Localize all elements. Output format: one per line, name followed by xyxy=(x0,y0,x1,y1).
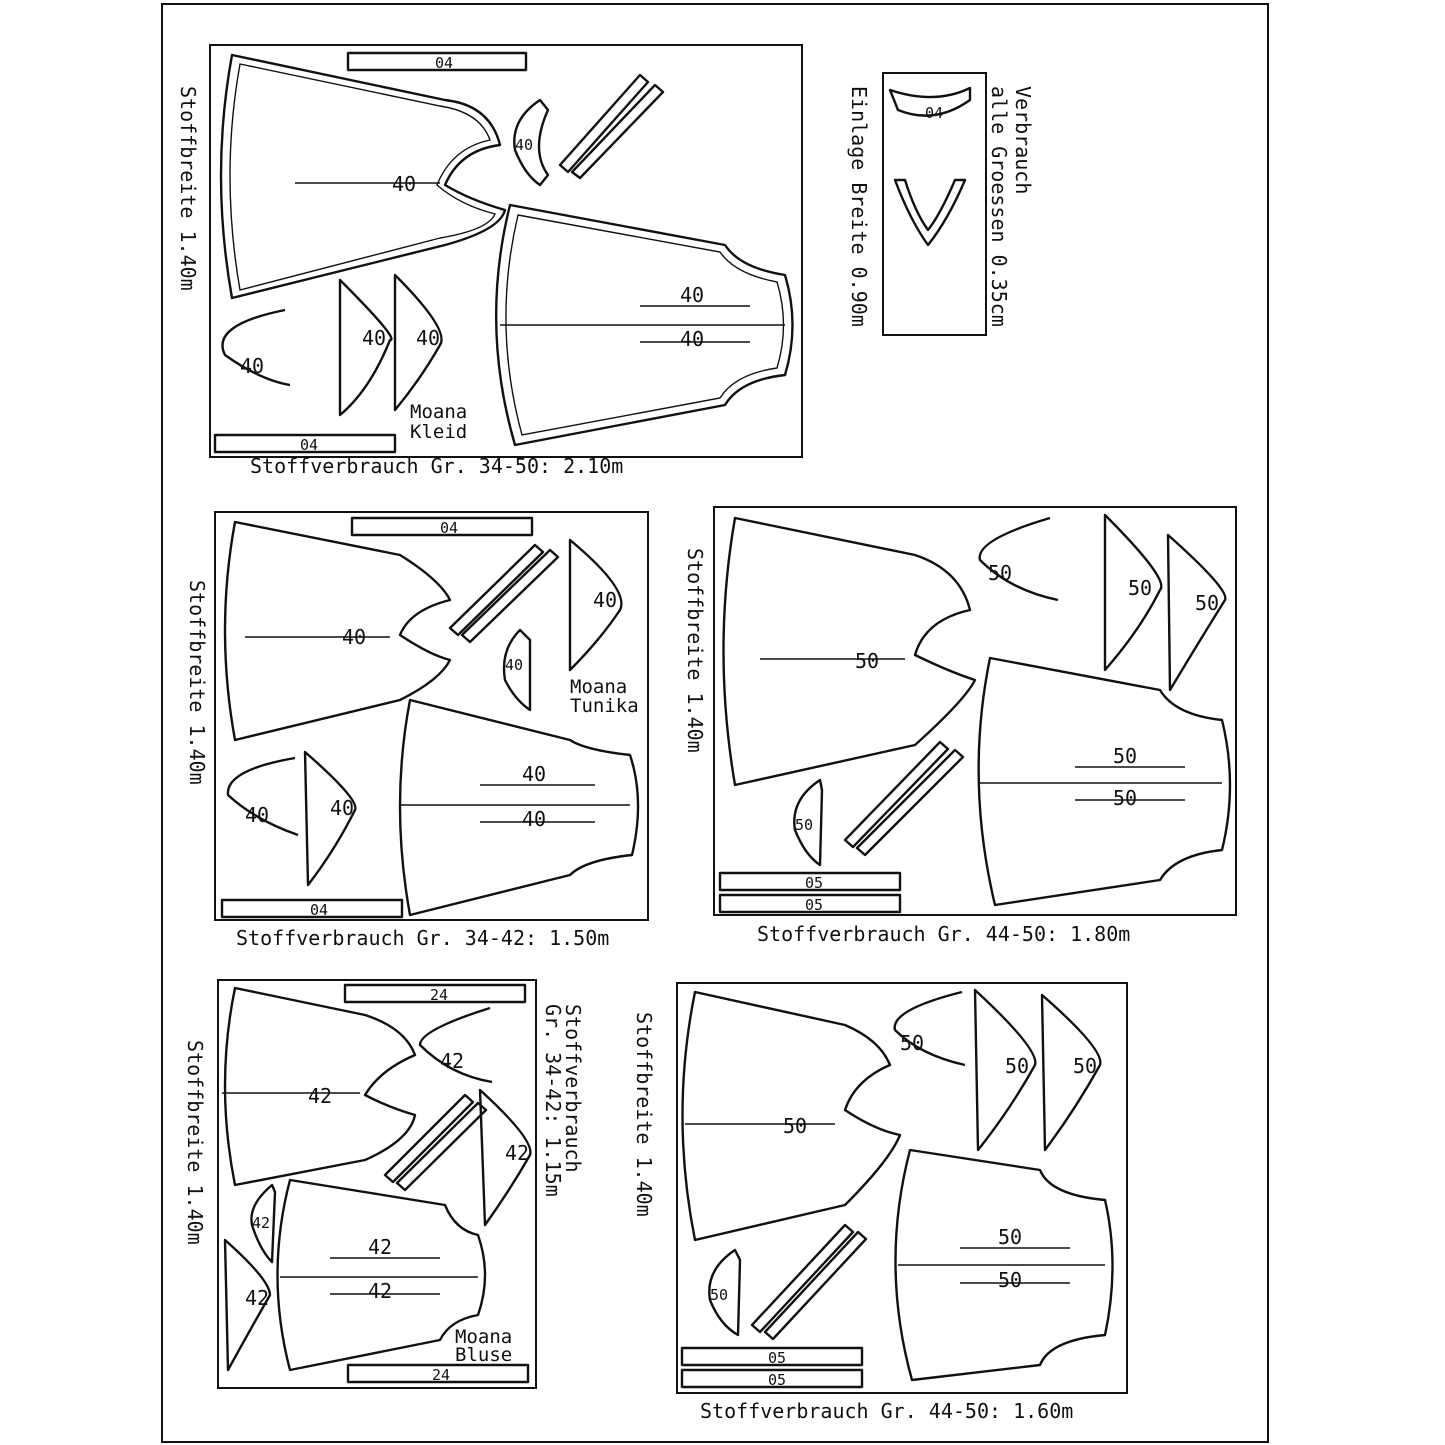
piece-size-label: 40 xyxy=(522,807,547,831)
fabric-usage-caption: Stoffverbrauch Gr. 34-42: 1.50m xyxy=(236,926,610,950)
piece-size-label: 42 xyxy=(252,1214,271,1232)
strip-size-label: 05 xyxy=(805,896,824,914)
einlage-line3: Einlage Breite 0.90m xyxy=(847,86,871,327)
neck-facing-piece xyxy=(980,518,1058,600)
piece-size-label: 04 xyxy=(925,104,944,122)
piece-size-label: 40 xyxy=(522,762,547,786)
model-type: Bluse xyxy=(455,1344,513,1366)
strip-size-label: 05 xyxy=(805,874,824,892)
piece-size-label: 50 xyxy=(1005,1054,1030,1078)
usage-line1: Stoffverbrauch xyxy=(561,1004,585,1173)
strip-size-label: 04 xyxy=(440,519,459,537)
fabric-width-label: Stoffbreite 1.40m xyxy=(176,86,200,291)
piece-size-label: 40 xyxy=(240,354,265,378)
piece-size-label: 42 xyxy=(368,1235,393,1259)
piece-size-label: 40 xyxy=(416,326,441,350)
fabric-width-label: Stoffbreite 1.40m xyxy=(632,1012,656,1217)
strip-size-label: 24 xyxy=(430,986,449,1004)
piece-size-label: 42 xyxy=(308,1084,333,1108)
model-name: Moana xyxy=(410,401,468,423)
usage-line2: Gr. 34-42: 1.15m xyxy=(541,1004,565,1197)
strip-size-label: 04 xyxy=(435,54,454,72)
diagonal-strips xyxy=(450,545,558,642)
fabric-usage-caption: Stoffverbrauch Gr. 34-50: 2.10m xyxy=(250,454,624,478)
piece-size-label: 40 xyxy=(362,326,387,350)
piece-size-label: 40 xyxy=(330,796,355,820)
panel-einlage xyxy=(847,73,1035,335)
piece-size-label: 40 xyxy=(245,803,270,827)
diagonal-strips xyxy=(752,1225,866,1339)
piece-size-label: 50 xyxy=(998,1268,1023,1292)
strip-size-label: 04 xyxy=(310,901,329,919)
piece-size-label: 50 xyxy=(1128,576,1153,600)
panel-bluse-large xyxy=(632,983,1127,1423)
strip-size-label: 24 xyxy=(432,1366,451,1384)
diagonal-strips xyxy=(560,75,663,178)
v-neck-facing-piece xyxy=(895,180,965,245)
piece-size-label: 40 xyxy=(680,327,705,351)
strip-size-label: 04 xyxy=(300,436,319,454)
piece-size-label: 50 xyxy=(1113,786,1138,810)
piece-size-label: 50 xyxy=(1073,1054,1098,1078)
piece-size-label: 40 xyxy=(392,172,417,196)
fabric-width-label: Stoffbreite 1.40m xyxy=(183,1040,207,1245)
fabric-width-label: Stoffbreite 1.40m xyxy=(683,548,707,753)
einlage-line2: alle Groessen 0.35cm xyxy=(987,86,1011,327)
model-name: Moana xyxy=(570,676,628,698)
piece-size-label: 50 xyxy=(1113,744,1138,768)
strip-size-label: 05 xyxy=(768,1349,787,1367)
panel-kleid xyxy=(176,45,802,478)
diagonal-strips xyxy=(845,742,963,855)
fabric-usage-caption: Stoffverbrauch Gr. 44-50: 1.80m xyxy=(757,922,1131,946)
front-piece xyxy=(221,55,505,298)
back-piece xyxy=(979,658,1230,905)
model-type: Kleid xyxy=(410,421,468,443)
front-seam-line xyxy=(230,64,495,290)
panel-bluse-small xyxy=(183,980,585,1388)
back-piece xyxy=(278,1180,486,1370)
piece-size-label: 42 xyxy=(368,1279,393,1303)
piece-size-label: 50 xyxy=(795,816,814,834)
piece-size-label: 42 xyxy=(440,1049,465,1073)
piece-size-label: 50 xyxy=(855,649,880,673)
piece-size-label: 40 xyxy=(342,625,367,649)
piece-size-label: 42 xyxy=(245,1286,270,1310)
piece-size-label: 50 xyxy=(988,561,1013,585)
panel-tunika-small xyxy=(185,512,648,950)
piece-size-label: 40 xyxy=(680,283,705,307)
model-name: Moana xyxy=(455,1326,513,1348)
piece-size-label: 40 xyxy=(515,136,534,154)
fabric-rectangle xyxy=(714,507,1236,915)
strip-size-label: 05 xyxy=(768,1371,787,1389)
back-piece xyxy=(400,700,638,915)
front-piece xyxy=(225,522,450,740)
model-type: Tunika xyxy=(570,695,639,717)
piece-size-label: 50 xyxy=(998,1225,1023,1249)
piece-size-label: 50 xyxy=(710,1286,729,1304)
einlage-line1: Verbrauch xyxy=(1011,86,1035,195)
piece-size-label: 50 xyxy=(900,1031,925,1055)
piece-size-label: 40 xyxy=(505,656,524,674)
piece-size-label: 42 xyxy=(505,1141,530,1165)
panel-tunika-large xyxy=(683,507,1236,946)
piece-size-label: 50 xyxy=(1195,591,1220,615)
fabric-width-label: Stoffbreite 1.40m xyxy=(185,580,209,785)
piece-size-label: 40 xyxy=(593,588,618,612)
piece-size-label: 50 xyxy=(783,1114,808,1138)
fabric-usage-caption: Stoffverbrauch Gr. 44-50: 1.60m xyxy=(700,1399,1074,1423)
